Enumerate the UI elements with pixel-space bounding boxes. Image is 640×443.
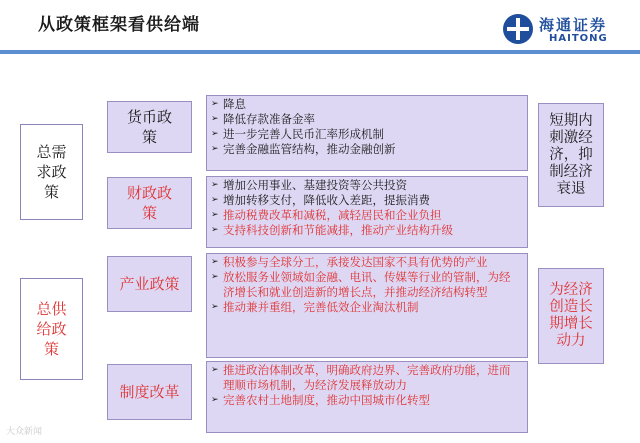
page-title: 从政策框架看供给端 xyxy=(38,15,200,35)
fiscal-policy-label: 财政政策 xyxy=(126,184,172,222)
detail-item: ➢ 积极参与全球分工，承接发达国家不具有优势的产业 xyxy=(211,255,521,270)
monetary-policy-box xyxy=(107,101,192,153)
detail-item: ➢ 支持科技创新和节能减排，推动产业结构升级 xyxy=(211,223,521,238)
watermark: 大众新闻 xyxy=(6,427,43,437)
institutional-reform-details xyxy=(206,361,528,433)
industrial-policy-details xyxy=(206,253,528,358)
institutional-reform-box xyxy=(107,364,192,420)
haitong-logo xyxy=(503,12,623,48)
haitong-logo-icon xyxy=(503,14,533,44)
detail-item: ➢ 完善农村土地制度，推动中国城市化转型 xyxy=(211,393,521,408)
detail-item: ➢ 降低存款准备金率 xyxy=(211,112,521,127)
institutional-reform-label: 制度改革 xyxy=(119,383,180,401)
short-term-effect-label: 短期内刺激经济，抑制经济衰退 xyxy=(549,112,593,197)
logo-chinese-text: 海通证券 xyxy=(539,16,608,34)
detail-item: ➢ 推动兼并重组，完善低效企业淘汰机制 xyxy=(211,300,521,315)
detail-item: ➢ 降息 xyxy=(211,97,521,112)
industrial-policy-label: 产业政策 xyxy=(119,275,180,293)
industrial-policy-box xyxy=(107,256,192,312)
detail-item: ➢ 推动税费改革和减税，减轻居民和企业负担 xyxy=(211,208,521,223)
detail-item: ➢ 增加公用事业、基建投资等公共投资 xyxy=(211,178,521,193)
fiscal-policy-details xyxy=(206,176,528,248)
supply-policy-label: 总供给政策 xyxy=(36,300,67,358)
long-term-effect-box xyxy=(538,268,604,364)
demand-policy-box xyxy=(20,124,83,220)
detail-item: ➢ 放松服务业领域如金融、电讯、传媒等行业的管制，为经济增长和就业创造新的增长点，并推动经济结构转型 xyxy=(211,270,521,300)
supply-policy-box xyxy=(20,278,83,380)
header-divider xyxy=(0,50,640,54)
logo-english-text: HAITONG xyxy=(549,33,608,44)
demand-policy-label: 总需求政策 xyxy=(36,143,67,201)
detail-item: ➢ 增加转移支付，降低收入差距，提振消费 xyxy=(211,193,521,208)
long-term-effect-label: 为经济创造长期增长动力 xyxy=(549,282,593,349)
detail-item: ➢ 进一步完善人民币汇率形成机制 xyxy=(211,127,521,142)
detail-item: ➢ 推进政治体制改革，明确政府边界、完善政府功能，进而理顺市场机制，为经济发展释放动力 xyxy=(211,363,521,393)
detail-item: ➢ 完善金融监管结构，推动金融创新 xyxy=(211,142,521,157)
monetary-policy-label: 货币政策 xyxy=(126,108,172,146)
monetary-policy-details xyxy=(206,95,528,171)
short-term-effect-box xyxy=(538,103,604,207)
fiscal-policy-box xyxy=(107,177,192,229)
